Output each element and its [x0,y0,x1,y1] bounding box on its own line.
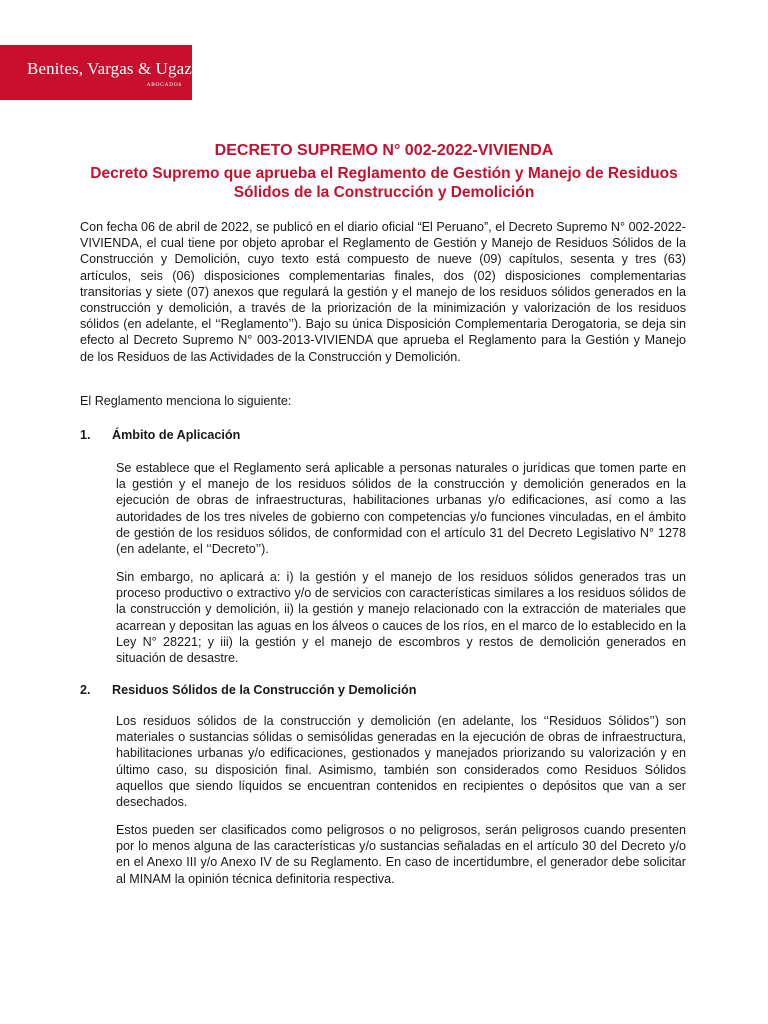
firm-subtitle: ABOGADOS [146,82,182,88]
document-subtitle: Decreto Supremo que aprueba el Reglamento de Gestión y Manejo de Residuos Sólidos de la Construcción y Demolición [90,165,678,201]
section-number: 2. [80,683,91,697]
firm-logo [0,45,192,100]
section-2-paragraph-2: Estos pueden ser clasificados como peligrosos o no peligrosos, serán peligrosos cuando presenten por lo menos alguna de las características y/o sustancias señaladas en el artículo 30 del Decreto y/o en el Anexo III y/o Anexo IV de su Reglamento. En caso de incertidumbre, el generador debe solicitar al MINAM la opinión técnica definitoria respectiva. [116,823,686,886]
section-heading-text: Residuos Sólidos de la Construcción y Demolición [112,683,417,697]
intro-paragraph: Con fecha 06 de abril de 2022, se publicó en el diario oficial “El Peruano”, el Decreto Supremo N° 002-2022-VIVIENDA, el cual tiene por objeto aprobar el Reglamento de Gestión y Manejo de Residuos Sólidos de la Construcción y Demolición, cuyo texto está compuesto de nueve (09) capítulos, sesenta y tres (63) artículos, seis (06) disposiciones complementarias finales, dos (02) disposiciones complementarias transitorias y siete (07) anexos que regulará la gestión y el manejo de los residuos sólidos generados en la construcción y demolición, a través de la priorización de la minimización y valorización de los residuos sólidos (en adelante, el ‘‘Reglamento’’). Bajo su única Disposición Complementaria Derogatoria, se deja sin efecto al Decreto Supremo N° 003-2013-VIVIENDA que aprueba el Reglamento para la Gestión y Manejo de los Residuos de las Actividades de la Construcción y Demolición. [80,220,686,364]
section-1-paragraph-2: Sin embargo, no aplicará a: i) la gestión y el manejo de los residuos sólidos generados tras un proceso productivo o extractivo y/o de servicios con características similares a los residuos sólidos de la construcción y demolición, ii) la gestión y manejo relacionado con la extracción de materiales que acarrean y depositan las aguas en los álveos o cauces de los ríos, en el marco de lo establecido en la Ley N° 28221; y iii) la gestión y el manejo de escombros y restos de demolición generados en situación de desastre. [116,570,686,666]
section-heading-text: Ámbito de Aplicación [112,428,241,442]
section-heading-1 [80,427,240,443]
document-title: DECRETO SUPREMO N° 002-2022-VIVIENDA [214,142,554,159]
section-heading-2 [80,682,416,698]
firm-name: Benites, Vargas & Ugaz [27,59,192,78]
section-1-paragraph-1: Se establece que el Reglamento será aplicable a personas naturales o jurídicas que tomen parte en la gestión y el manejo de los residuos sólidos de la construcción y demolición generados en la ejecución de obras de infraestructuras, habilitaciones urbanas y/o edificaciones, así como a las autoridades de los tres niveles de gobierno con competencias y/o funciones vinculadas, en el ámbito de gestión de los residuos sólidos, de conformidad con el artículo 31 del Decreto Legislativo N° 1278 (en adelante, el ‘‘Decreto’’). [116,461,686,557]
section-2-paragraph-1: Los residuos sólidos de la construcción y demolición (en adelante, los ‘‘Residuos Sólidos’’) son materiales o sustancias sólidas o semisólidas generadas en la ejecución de obras de infraestructura, habilitaciones urbanas y/o edificaciones, gestionados y manejados priorizando su valorización y en último caso, su disposición final. Asimismo, también son considerados como Residuos Sólidos aquellos que siendo líquidos se encuentran contenidos en recipientes o depósitos que van a ser desechados. [116,714,686,810]
section-number: 1. [80,428,91,442]
lead-paragraph: El Reglamento menciona lo siguiente: [80,394,292,408]
